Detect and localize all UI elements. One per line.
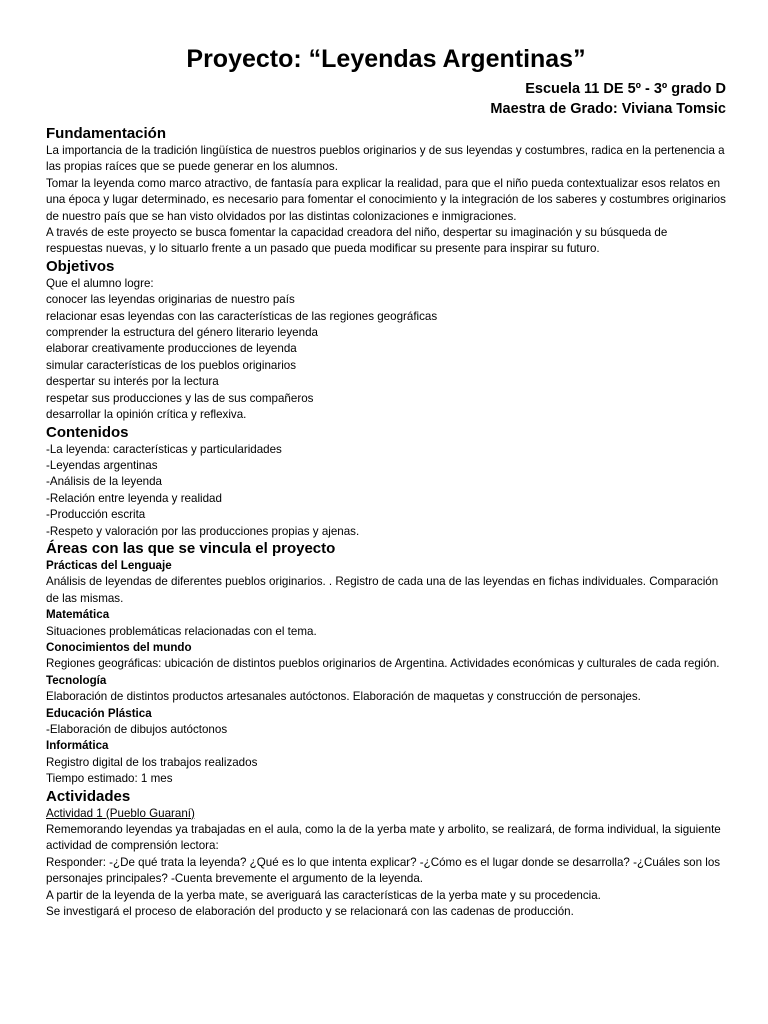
contenido-item: -La leyenda: características y particularidades bbox=[46, 442, 282, 456]
fundamentacion-paragraph: Tomar la leyenda como marco atractivo, de fantasía para explicar la realidad, para que el niño pueda contextualizar esos relatos en una época y lugar determinado, es necesario para fomentar el conocimiento y la integración de los saberes y costumbres originarios de nuestro país que se han visto olvidados por las distintas colonizaciones e inmigraciones. bbox=[46, 176, 726, 223]
contenido-item: -Análisis de la leyenda bbox=[46, 475, 163, 489]
activity-paragraph: Responder: -¿De qué trata la leyenda? ¿Qué es lo que intenta explicar? -¿Cómo es el lugar donde se desarrolla? -¿Cuáles son los personajes principales? -Cuenta brevemente el argumento de la leyenda. bbox=[46, 855, 721, 886]
teacher-line: Maestra de Grado: Viviana Tomsic bbox=[490, 101, 726, 117]
estimated-time: Tiempo estimado: 1 mes bbox=[46, 772, 173, 786]
objetivo-item: relacionar esas leyendas con las características de las regiones geográficas bbox=[46, 309, 438, 323]
objetivo-item: respetar sus producciones y las de sus compañeros bbox=[46, 391, 314, 405]
area-description: Registro digital de los trabajos realizados bbox=[46, 755, 258, 769]
contenidos-heading: Contenidos bbox=[46, 423, 129, 441]
fundamentacion-paragraph: La importancia de la tradición lingüística de nuestros pueblos originarios y de sus leyendas y costumbres, radica en la pertenencia a las propias raíces que se puede generar en los alumnos. bbox=[46, 144, 725, 174]
area-title: Prácticas del Lenguaje bbox=[46, 558, 172, 572]
objetivo-item: simular características de los pueblos originarios bbox=[46, 358, 297, 372]
contenidos-list bbox=[46, 442, 726, 540]
objetivo-item: conocer las leyendas originarias de nuestro país bbox=[46, 293, 295, 307]
objetivos-list bbox=[46, 292, 726, 423]
activity-paragraph: Rememorando leyendas ya trabajadas en el aula, como la de la yerba mate y arbolito, se realizará, de forma individual, la siguiente actividad de comprensión lectora: bbox=[46, 823, 721, 853]
objetivos-intro: Que el alumno logre: bbox=[46, 276, 154, 290]
activity-title: Actividad 1 (Pueblo Guaraní) bbox=[46, 806, 195, 820]
area-description: -Elaboración de dibujos autóctonos bbox=[46, 723, 228, 736]
contenido-item: -Producción escrita bbox=[46, 508, 146, 522]
area-title: Tecnología bbox=[46, 673, 107, 687]
activity-paragraph: A partir de la leyenda de la yerba mate, se averiguará las características de la yerba mate y su procedencia. bbox=[46, 888, 601, 902]
area-title: Conocimientos del mundo bbox=[46, 640, 192, 654]
area-description: Elaboración de distintos productos artesanales autóctonos. Elaboración de maquetas y construcción de personajes. bbox=[46, 690, 641, 704]
document-title: Proyecto: “Leyendas Argentinas” bbox=[186, 45, 586, 73]
area-description: Análisis de leyendas de diferentes pueblos originarios. . Registro de cada una de las leyendas en fichas individuales. Comparación de las mismas. bbox=[46, 575, 719, 605]
fundamentacion-heading: Fundamentación bbox=[46, 125, 167, 142]
contenido-item: -Relación entre leyenda y realidad bbox=[46, 491, 222, 505]
school-line: Escuela 11 DE 5º - 3º grado D bbox=[525, 81, 726, 97]
area-description: Situaciones problemáticas relacionadas con el tema. bbox=[46, 624, 317, 638]
objetivo-item: elaborar creativamente producciones de leyenda bbox=[46, 342, 297, 356]
fundamentacion-paragraph: A través de este proyecto se busca fomentar la capacidad creadora del niño, despertar su imaginación y su búsqueda de respuestas nuevas, y lo situarlo frente a un pasado que pueda modificar su presente para inspirar su futuro. bbox=[46, 226, 668, 256]
area-title: Informática bbox=[46, 739, 109, 753]
contenido-item: -Respeto y valoración por las producciones propias y ajenas. bbox=[46, 524, 360, 538]
area-description: Regiones geográficas: ubicación de distintos pueblos originarios de Argentina. Actividades económicas y culturales de cada región. bbox=[46, 657, 720, 671]
area-title: Educación Plástica bbox=[46, 706, 152, 720]
activity-paragraph: Se investigará el proceso de elaboración del producto y se relacionará con las cadenas de producción. bbox=[46, 905, 574, 919]
objetivo-item: desarrollar la opinión crítica y reflexiva. bbox=[46, 408, 247, 422]
areas-heading: Áreas con las que se vincula el proyecto bbox=[46, 539, 336, 557]
objetivos-heading: Objetivos bbox=[46, 257, 115, 275]
objetivo-item: despertar su interés por la lectura bbox=[46, 375, 219, 389]
area-title: Matemática bbox=[46, 608, 110, 622]
contenido-item: -Leyendas argentinas bbox=[46, 458, 158, 472]
actividades-heading: Actividades bbox=[46, 787, 131, 805]
objetivo-item: comprender la estructura del género literario leyenda bbox=[46, 326, 318, 340]
